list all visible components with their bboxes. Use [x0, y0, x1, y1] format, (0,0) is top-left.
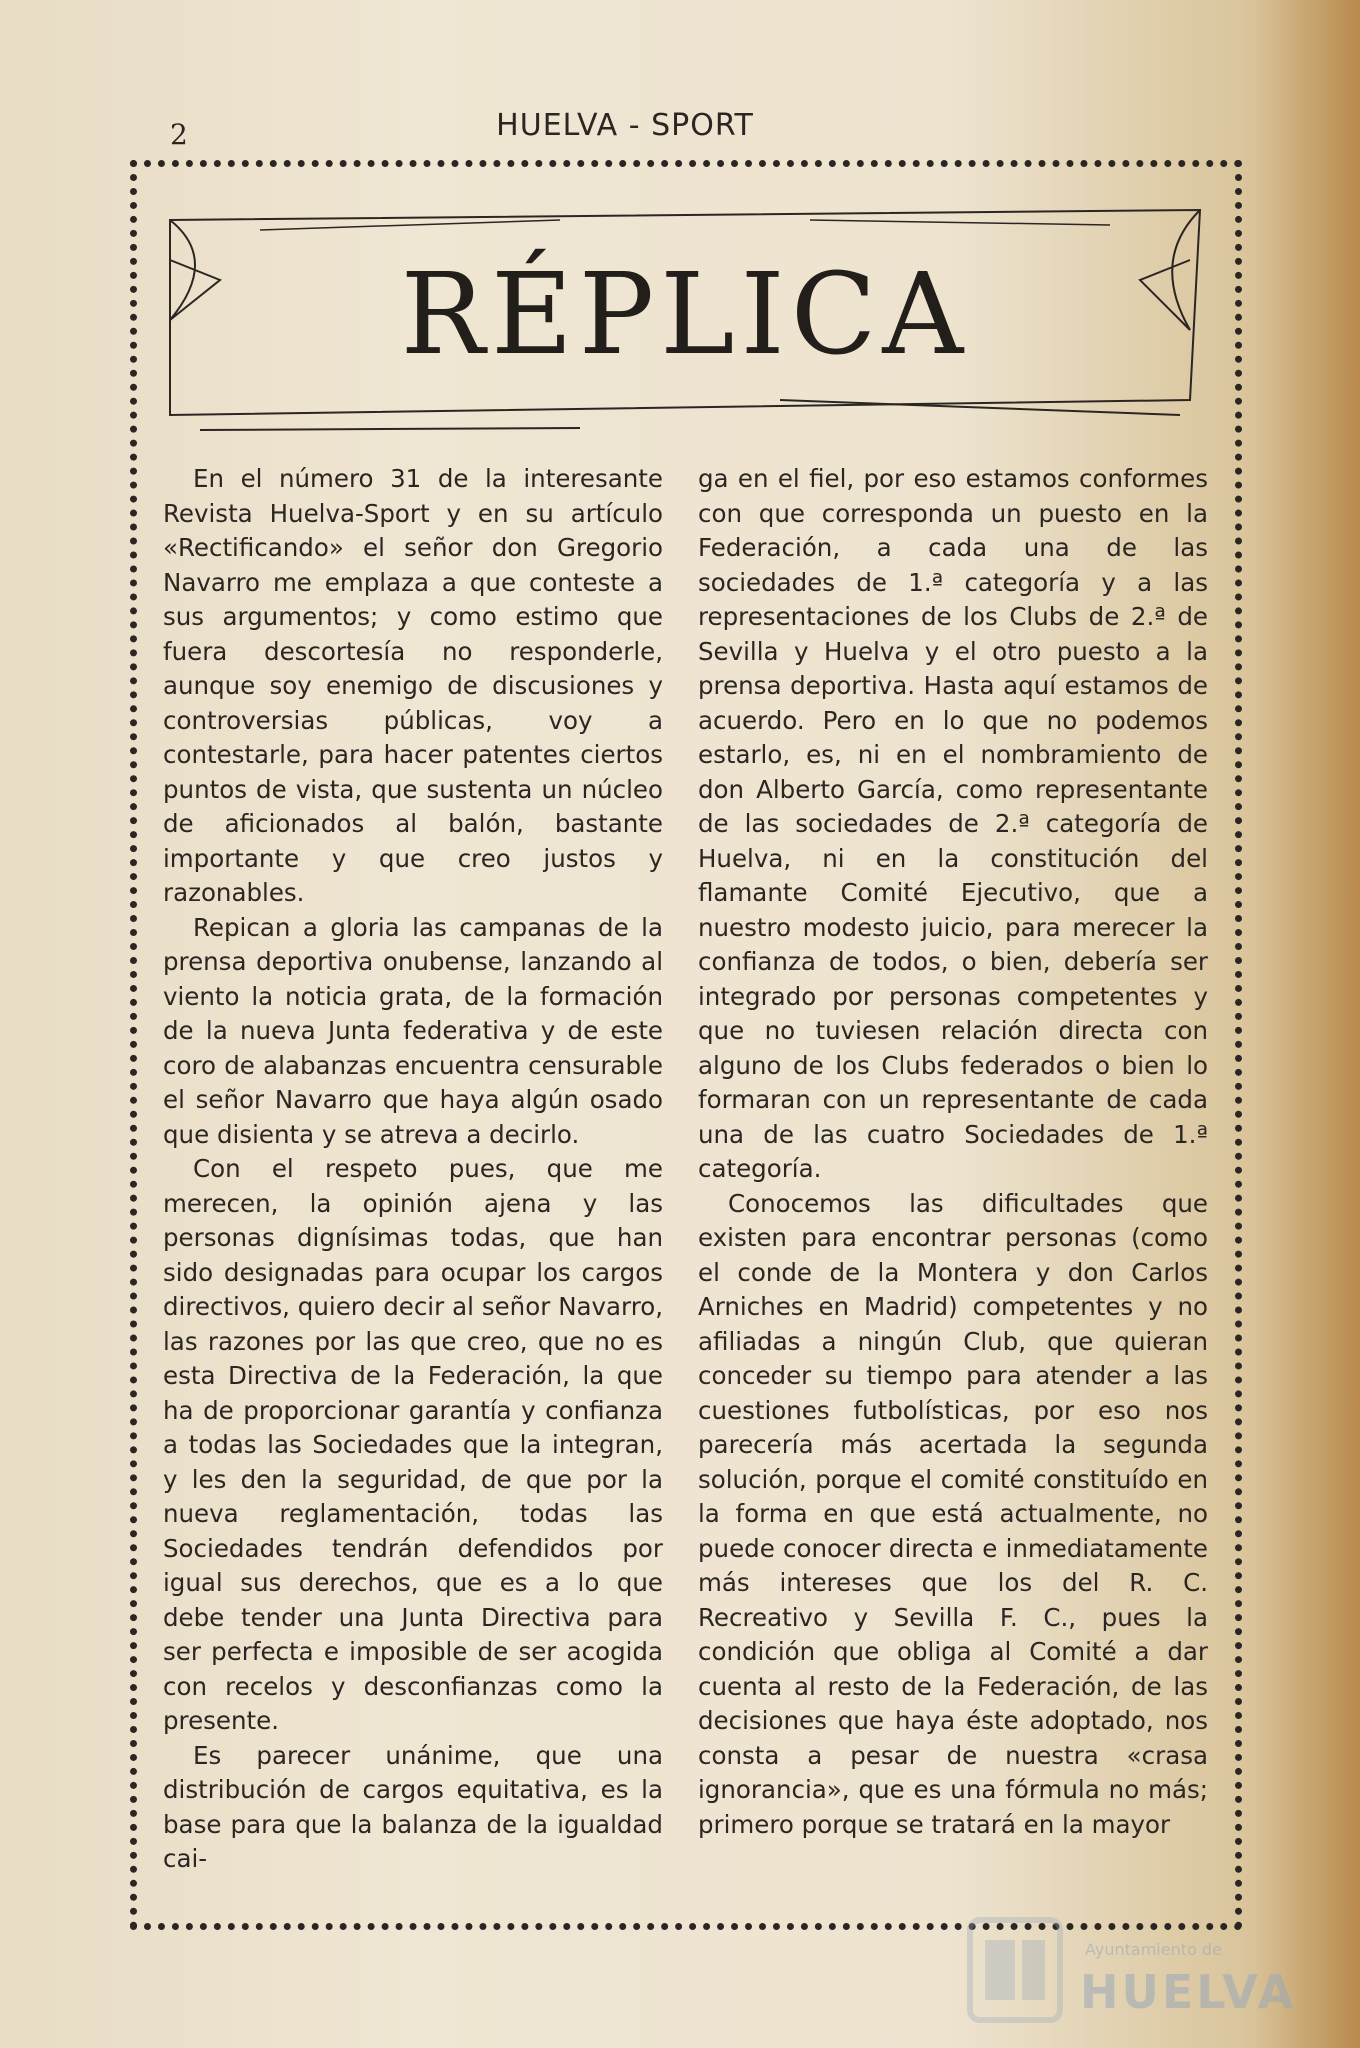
page-number: 2 [170, 118, 188, 151]
watermark-text: HUELVA [1080, 1965, 1297, 2019]
article-title: RÉPLICA [400, 250, 970, 380]
paragraph: En el número 31 de la interesante Revista Huelva-Sport y en su artículo «Rectificando» el señor don Gregorio Navarro me emplaza a que conteste a sus argumentos; y como estimo que fuera descortesía no responderle, aunque soy enemigo de discusiones y controversias públicas, voy a contestarle, para hacer patentes ciertos puntos de vista, que sustenta un núcleo de aficionados al balón, bastante importante y que creo justos y razonables. [163, 464, 663, 907]
left-column [163, 462, 663, 1877]
watermark-small-text: Ayuntamiento de [1085, 1940, 1222, 1959]
paragraph: Es parecer unánime, que una distribución de cargos equitativa, es la base para que la balanza de la igualdad cai- [163, 1740, 663, 1873]
paragraph: ga en el fiel, por eso estamos conformes con que corresponda un puesto en la Federación, a cada una de las sociedades de 1.ª categoría y a las representaciones de los Clubs de 2.ª de Sevilla y Huelva y el otro puesto a la prensa deportiva. Hasta aquí estamos de acuerdo. Pero en lo que no podemos estarlo, es, ni en el nombramiento de don Alberto García, como representante de las sociedades de 2.ª categoría de Huelva, ni en la constitución del flamante Comité Ejecutivo, que a nuestro modesto juicio, para merecer la confianza de todos, o bien, debería ser integrado por personas competentes y que no tuviesen relación directa con alguno de los Clubs federados o bien lo formaran con un representante de cada una de las cuatro Sociedades de 1.ª categoría. [698, 464, 1208, 1183]
magazine-header: HUELVA - SPORT [496, 108, 754, 143]
right-column [698, 462, 1208, 1842]
paragraph: Conocemos las dificultades que existen para encontrar personas (como el conde de la Montera y don Carlos Arniches en Madrid) competentes y no afiliadas a ningún Club, que quieran conceder su tiempo para atender a las cuestiones futbolísticas, por eso nos parecería más acertada la segunda solución, porque el comité constituído en la forma en que está actualmente, no puede conocer directa e inmediatamente más intereses que los del R. C. Recreativo y Sevilla F. C., pues la condición que obliga al Comité a dar cuenta al resto de la Federación, de las decisiones que haya éste adoptado, nos consta a pesar de nuestra «crasa ignorancia», que es una fórmula no más; primero porque se tratará en la mayor [698, 1188, 1208, 1839]
paragraph: Repican a gloria las campanas de la prensa deportiva onubense, lanzando al viento la noticia grata, de la formación de la nueva Junta federativa y de este coro de alabanzas encuentra censurable el señor Navarro que haya algún osado que disienta y se atreva a decirlo. [163, 912, 663, 1149]
paragraph: Con el respeto pues, que me merecen, la opinión ajena y las personas dignísimas todas, que han sido designadas para ocupar los cargos directivos, quiero decir al señor Navarro, las razones por las que creo, que no es esta Directiva de la Federación, la que ha de proporcionar garantía y confianza a todas las Sociedades que la integran, y les den la seguridad, de que por la nueva reglamentación, todas las Sociedades tendrán defendidos por igual sus derechos, que es a lo que debe tender una Junta Directiva para ser perfecta e imposible de ser acogida con recelos y desconfianzas como la presente. [163, 1154, 663, 1735]
